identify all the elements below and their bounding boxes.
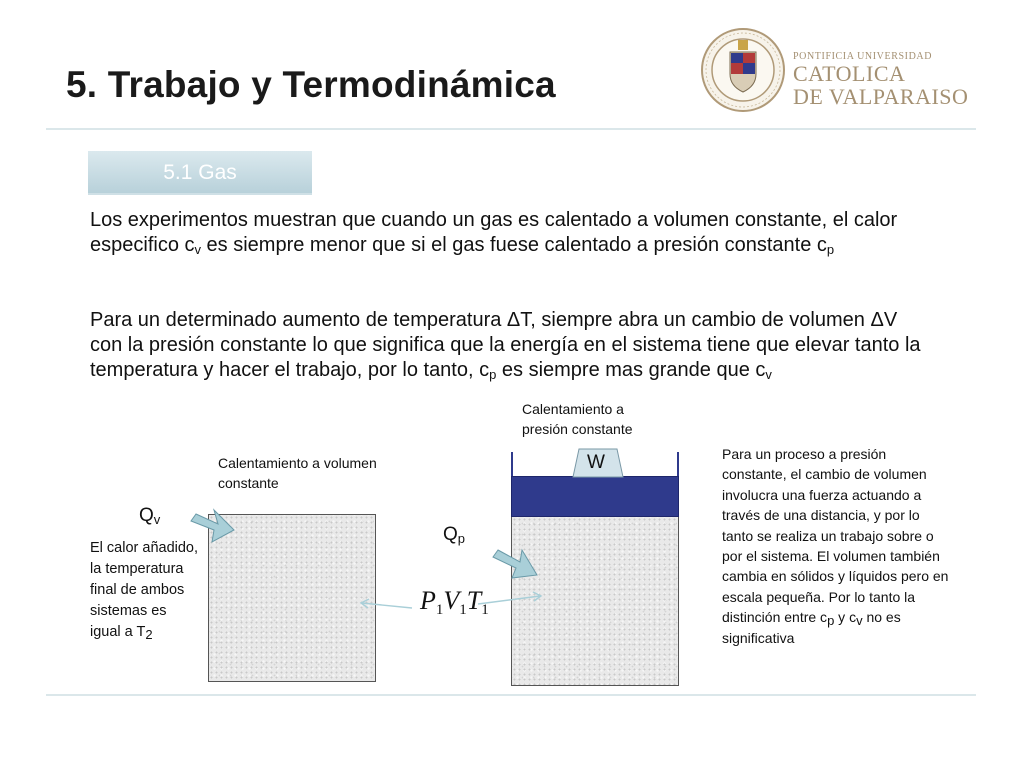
subscript-p: p: [489, 367, 497, 382]
paragraph-2-text: Para un determinado aumento de temperatura ΔT, siempre abra un cambio de volumen ΔV con la presión constante lo que significa que la energía en el sistema tiene que elevar tanto la temperatura y hacer el trabajo, por lo tanto, c: [90, 309, 921, 381]
right-note-text-3: no es significativa: [722, 609, 901, 646]
subscript-v: v: [765, 367, 772, 382]
formula-t: T: [466, 586, 482, 615]
weight-label: W: [587, 452, 605, 473]
right-note-subscript-p: p: [827, 613, 835, 629]
formula-arrow-left-icon: [361, 599, 412, 608]
heat-qv-subscript: v: [153, 512, 161, 527]
right-note-subscript-v: v: [856, 613, 863, 629]
page-title: 5. Trabajo y Termodinámica: [66, 64, 556, 105]
heat-q-symbol: Q: [139, 505, 154, 526]
formula-v-sub: 1: [459, 602, 467, 618]
caption-constant-pressure: Calentamiento a presión constante: [522, 401, 633, 437]
right-note-text-2: y c: [834, 609, 857, 626]
university-name-line1: PONTIFICIA UNIVERSIDAD: [793, 51, 933, 62]
formula-arrow-right-icon: [478, 592, 541, 604]
footer-divider: [46, 694, 976, 696]
right-note-text: Para un proceso a presión constante, el cambio de volumen involucra una fuerza actuando a través de una distancia, y por lo tanto se realiza un trabajo sobre o por el sistema. El volumen también cambia en sólidos y líquidos pero en escala pequeña. Por lo tanto la distinción entre c: [722, 446, 949, 626]
formula-p-sub: 1: [435, 602, 444, 618]
left-note-subscript: 2: [145, 627, 153, 642]
heat-arrow-right-icon: [493, 550, 537, 578]
paragraph-2-text-2: es siempre mas grande que c: [496, 359, 766, 381]
left-note: [90, 538, 200, 643]
formula-t-sub: 1: [481, 602, 489, 618]
right-note: [722, 444, 952, 648]
formula-v: V: [443, 586, 460, 615]
paragraph-1-text: Los experimentos muestran que cuando un gas es calentado a volumen constante, el calor especifico c: [90, 209, 898, 256]
formula-p: P: [420, 586, 436, 615]
subscript-p: p: [826, 242, 835, 257]
left-note-text: El calor añadido, la temperatura final de ambos sistemas es igual a T: [90, 540, 199, 640]
university-name-line3: DE VALPARAISO: [793, 84, 969, 109]
heat-qp-subscript: p: [457, 531, 466, 546]
university-name-line2: CATOLICA: [793, 61, 906, 86]
subscript-v: v: [194, 242, 201, 257]
heat-q-symbol: Q: [443, 524, 458, 545]
paragraph-1-text-2: es siempre menor que si el gas fuese calentado a presión constante c: [201, 234, 827, 256]
caption-constant-volume: Calentamiento a volumen constante: [218, 455, 377, 491]
section-tab: 5.1 Gas: [88, 151, 312, 195]
